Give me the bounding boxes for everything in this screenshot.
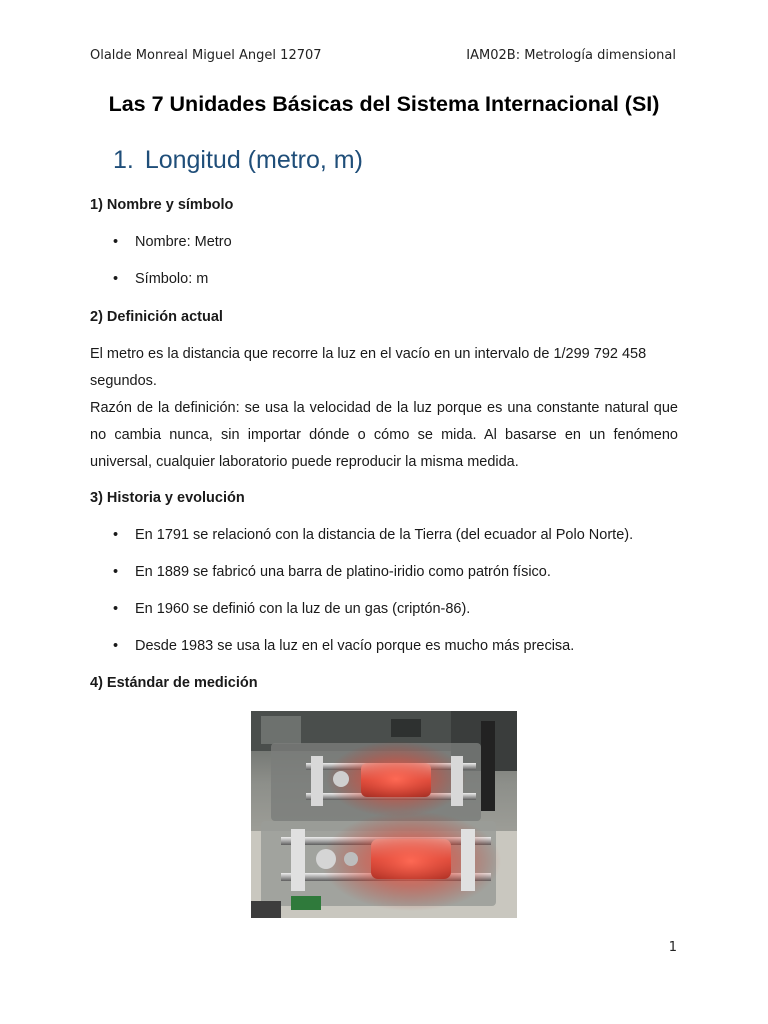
list-item	[113, 601, 470, 617]
list-item-text: En 1889 se fabricó una barra de platino-iridio como patrón físico.	[135, 564, 551, 580]
bullet-glyph: •	[113, 564, 119, 580]
header-course: IAM02B: Metrología dimensional	[466, 48, 676, 63]
list-item-text: Desde 1983 se usa la luz en el vacío porque es mucho más precisa.	[135, 638, 575, 654]
bullet-glyph: •	[113, 638, 119, 654]
heading-number: 1.	[113, 146, 134, 174]
laser-photo	[251, 711, 517, 918]
list-item	[113, 234, 232, 250]
section-3-title: 3) Historia y evolución	[90, 490, 245, 506]
list-item	[113, 564, 551, 580]
bullet-glyph: •	[113, 601, 119, 617]
list-item-text: En 1791 se relacionó con la distancia de la Tierra (del ecuador al Polo Norte).	[135, 527, 634, 543]
bullet-glyph: •	[113, 527, 119, 543]
list-item-text: Nombre: Metro	[135, 234, 232, 250]
section-heading	[113, 146, 363, 175]
list-item	[113, 527, 633, 543]
list-item	[113, 271, 208, 287]
section-1-title: 1) Nombre y símbolo	[90, 197, 234, 213]
reason-text: Razón de la definición: se usa la velocidad de la luz porque es una constante natural que no cambia nunca, sin importar dónde o cómo se mida. Al basarse en un fenómeno universal, cualquier laboratorio puede reproducir la misma medida.	[90, 400, 678, 470]
heading-text: Longitud (metro, m)	[144, 146, 363, 174]
document-title: Las 7 Unidades Básicas del Sistema Internacional (SI)	[108, 92, 660, 116]
header-author: Olalde Monreal Miguel Angel 12707	[90, 48, 322, 63]
page-number: 1	[668, 940, 677, 955]
definition-paragraph	[90, 341, 678, 476]
list-item-text: En 1960 se definió con la luz de un gas (criptón-86).	[135, 601, 471, 617]
section-2-title: 2) Definición actual	[90, 309, 223, 325]
list-item-text: Símbolo: m	[135, 271, 209, 287]
definition-text: El metro es la distancia que recorre la luz en el vacío en un intervalo de 1/299 792 458 segundos.	[90, 346, 647, 389]
section-4-title: 4) Estándar de medición	[90, 675, 258, 691]
bullet-glyph: •	[113, 271, 119, 287]
list-item	[113, 638, 574, 654]
bullet-glyph: •	[113, 234, 119, 250]
